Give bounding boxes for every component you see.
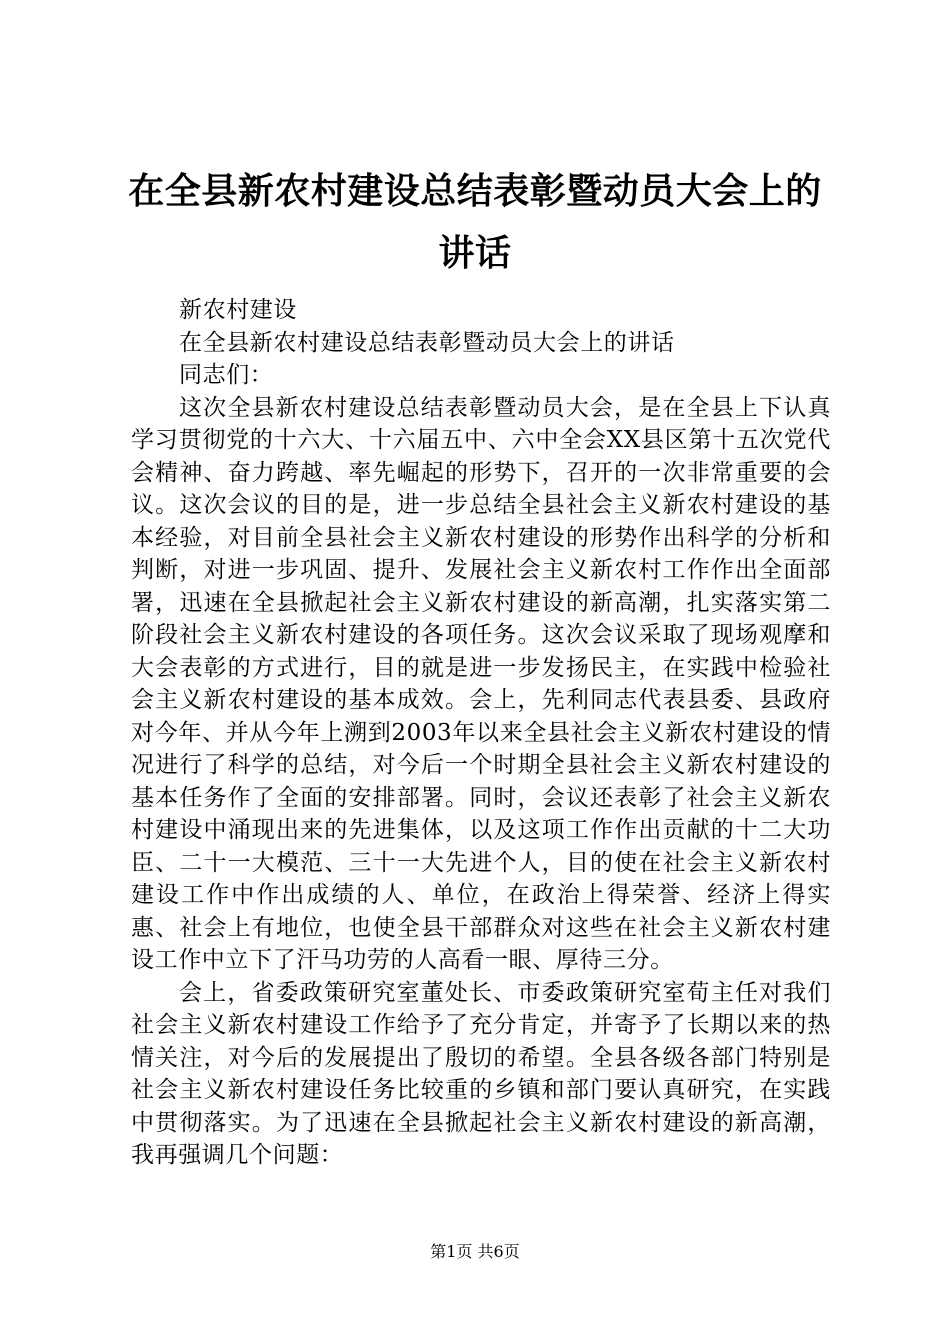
document-body xyxy=(131,294,831,1172)
paragraph-1: 这次全县新农村建设总结表彰暨动员大会，是在全县上下认真学习贯彻党的十六大、十六届五中、六中全会XX县区第十五次党代会精神、奋力跨越、率先崛起的形势下，召开的一次非常重要的会议。这次会议的目的是，进一步总结全县社会主义新农村建设的基本经验，对目前全县社会主义新农村建设的形势作出科学的分析和判断，对进一步巩固、提升、发展社会主义新农村工作作出全面部署，迅速在全县掀起社会主义新农村建设的新高潮，扎实落实第二阶段社会主义新农村建设的各项任务。这次会议采取了现场观摩和大会表彰的方式进行，目的就是进一步发扬民主，在实践中检验社会主义新农村建设的基本成效。会上，先利同志代表县委、县政府对今年、并从今年上溯到2003年以来全县社会主义新农村建设的情况进行了科学的总结，对今后一个时期全县社会主义新农村建设的基本任务作了全面的安排部署。同时，会议还表彰了社会主义新农村建设中涌现出来的先进集体，以及这项工作作出贡献的十二大功臣、二十一大模范、三十一大先进个人，目的使在社会主义新农村建设工作中作出成绩的人、单位，在政治上得荣誉、经济上得实惠、社会上有地位，也使全县干部群众对这些在社会主义新农村建设工作中立下了汗马功劳的人高看一眼、厚待三分。 xyxy=(131,394,831,973)
salutation: 同志们： xyxy=(179,362,274,388)
header-line-subtitle: 在全县新农村建设总结表彰暨动员大会上的讲话 xyxy=(179,329,675,356)
document-title: 在全县新农村建设总结表彰暨动员大会上的讲话 xyxy=(128,170,822,274)
page-number-footer: 第1页 共6页 xyxy=(430,1242,520,1261)
paragraph-2: 会上，省委政策研究室董处长、市委政策研究室荀主任对我们社会主义新农村建设工作给予了充分肯定，并寄予了长期以来的热情关注，对今后的发展提出了殷切的希望。全县各级各部门特别是社会主义新农村建设任务比较重的乡镇和部门要认真研究，在实践中贯彻落实。为了迅速在全县掀起社会主义新农村建设的新高潮，我再强调几个问题： xyxy=(131,979,831,1168)
header-line-category: 新农村建设 xyxy=(179,297,297,323)
